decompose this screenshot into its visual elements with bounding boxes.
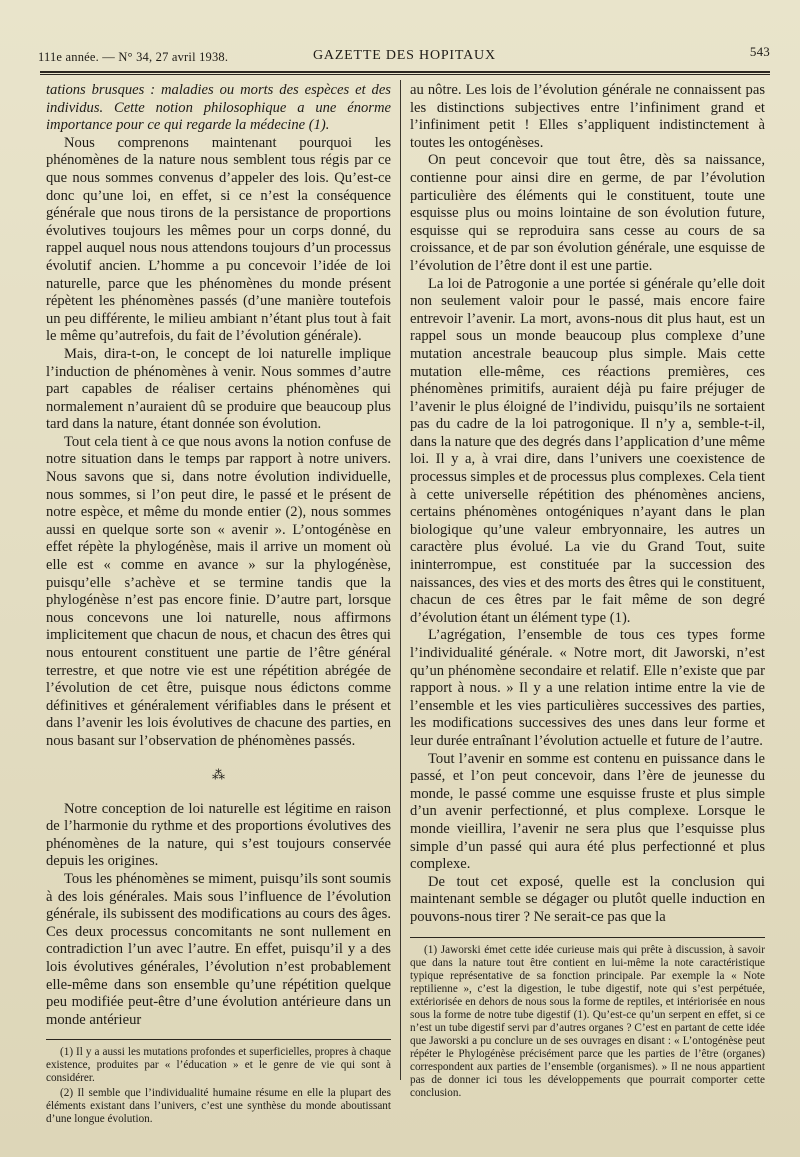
paragraph: De tout cet exposé, quelle est la conclusion qui maintenant semble se dégager ou plutôt quelle induction en pouvons-nous tirer ? Ne serait-ce pas que la xyxy=(410,873,765,925)
page-number: 543 xyxy=(749,44,770,59)
header-rule xyxy=(40,71,770,75)
footnote-rule xyxy=(410,937,765,938)
paragraph: Tous les phénomènes se miment, puisqu’ils sont soumis à des lois générales. Mais sous l’influence de l’évolution générale, ils subissent des modifications au cours des âges. Ces deux processus concomitants ne sont nullement en contradiction l’un avec l’autre. En effet, puisqu’il y a des lois évolutives générales, l’évolution n’est probablement elle-même dans son ensemble qu’une répétition quelque peu modifiée peut-être d’une évolution antérieure dans un monde antérieur xyxy=(46,870,391,1028)
paragraph: Nous comprenons maintenant pourquoi les phénomènes de la nature nous semblent tous régis par ce que nous sommes convenus d’appeler des lois. Qu’est-ce donc qu’une loi, en effet, si ce n’est la conséquence générale que nous tirons de la persistance de proportions évolutives toujours les mêmes pour un corps donné, du rappel auquel nous nous attendons toujours d’un processus évolutif ancien. L’homme a pu concevoir l’idée de loi naturelle, parce que les phénomènes du monde présent répètent les phénomènes passés (d’une manière toutefois un peu différente, le milieu ambiant n’étant plus tout à fait le même qu’autrefois, du fait de l’évolution générale). xyxy=(46,134,391,345)
paragraph: La loi de Patrogonie a une portée si générale qu’elle doit non seulement valoir pour le passé, mais encore faire entrevoir l’avenir. La mort, avons-nous dit plus haut, est un rappel sous un monde beaucoup plus complexe d’une mutation ancestrale beaucoup plus simple. Mais cette mutation elle-même, ces réactions premières, ces phénomènes primitifs, auraient déjà pu faire préjuger de l’avenir le plus éloigné de l’individu, puisqu’ils ne sortaient pas du cadre de la loi patrogonique. Il n’y a, semble-t-il, dans la nature que des degrés dans l’application d’une même loi. Il y a, à vrai dire, dans l’univers une coexistence de processus simples et de processus plus complexes. Cela tient à cette universelle répétition des phénomènes anciens, certains phénomènes ontogéniques n’ayant dans le plan biologique qu’une valeur embryonnaire, les autres un caractère plus évolué. La vie du Grand Tout, suite ininterrompue, est constituée par la succession des naissances, des vies et des morts des êtres qui le constituent, chacun de ces êtres par le fait même de son degré d’évolution étant un élément type (1). xyxy=(410,275,765,626)
paragraph: Notre conception de loi naturelle est légitime en raison de l’harmonie du rythme et des proportions évolutives des phénomènes de la nature, qui s’est toujours conservée depuis les origines. xyxy=(46,800,391,870)
paragraph: On peut concevoir que tout être, dès sa naissance, contienne pour ainsi dire en germe, de par l’évolution particulière des éléments qui le constituent, toute une esquisse plus ou moins lointaine de son évolution future, esquisse qui se reproduira sans cesse au cours de sa croissance, et de par son évolution générale, une esquisse de l’évolution de l’être dont il est une partie. xyxy=(410,152,765,274)
footnote: (1) Jaworski émet cette idée curieuse mais qui prête à discussion, à savoir que dans la nature tout être contient en lui-même la note caractéristique typique représentative de sa fonction principale. Par exemple la « Note reptilienne », c’est la digestion, le tube digestif, note qui s’est perpétuée, extériorisée en dehors de nous sous la forme de reptiles, et intériorisée en nous sous la forme de notre tube digestif (1). Qu’est-ce qu’un serpent en effet, si ce n’est un tube digestif servi par d’autres organes ? C’est en partant de cette idée que Jaworski a pu conclure un de ses ouvrages en disant : « L’ontogénèse peut répéter le Phylogénèse précisément parce que les parties de l’être (organes) correspondent aux parties de l’ensemble (organismes). » Il ne nous appartient pas de donner ici tous les développements que pourrait comporter cette conclusion. xyxy=(410,943,765,1099)
paragraph: Tout l’avenir en somme est contenu en puissance dans le passé, et l’on peut concevoir, dans l’ère de jeunesse du monde, le passé comme une esquisse fruste et plus simple d’un avenir perfectionné, et plus complexe. Lorsque le monde vieillira, l’avenir ne sera plus que l’esquisse plus simple d’un passé qui aura été plus perfectionné et plus complexe. xyxy=(410,750,765,873)
paragraph: Mais, dira-t-on, le concept de loi naturelle implique l’induction de phénomènes à venir. Nous sommes d’autre part capables de réaliser certains phénomènes qui normalement n’auraient dû se produire que beaucoup plus tard dans la nature, étant donnée son évolution. xyxy=(46,345,391,433)
column-divider xyxy=(400,80,401,1080)
issue-info: 111e année. — N° 34, 27 avril 1938. xyxy=(38,50,229,64)
footnote: (1) Il y a aussi les mutations profondes et superficielles, propres à chaque existence, produites par « l’éducation » et le genre de vie qui sont à considérer. xyxy=(46,1046,391,1085)
paragraph: Tout cela tient à ce que nous avons la notion confuse de notre situation dans le temps par rapport à notre univers. Nous savons que si, dans notre évolution individuelle, nous sommes, si l’on peut dire, le passé et le présent de notre espèce, et même du monde entier (2), nous sommes aussi en quelque sorte son « avenir ». L’ontogénèse en effet répète la phylogénèse, mais il arrive un moment où elle est « comme en avance » sur la phylogénèse, puisqu’elle s’achève et se termine tandis que la phylogénèse n’est pas encore finie. D’autre part, lorsque nous concevons une loi naturelle, nous affirmons implicitement que chacun de nous, et chacun des êtres qui nous entourent constituent une partie de l’être général terrestre, et que notre vie est une répétition abrégée de l’évolution de cet être, puisque nous édictons comme définitives et généralement vérifiables dans le présent et dans l’avenir les lois évolutives de chacune des parties, en nous basant sur l’observation de phénomènes passés. xyxy=(46,433,391,749)
publication-title: GAZETTE DES HOPITAUX xyxy=(313,48,496,63)
page-header xyxy=(38,44,770,70)
footnotes xyxy=(410,944,765,1100)
paragraph: L’agrégation, l’ensemble de tous ces types forme l’individualité générale. « Notre mort, dit Jaworski, n’est qu’un phénomène secondaire et relatif. Elle n’existe que par rapport à nous. » Il y a une relation intime entre la vie de l’ensemble et les vies particulières successives des parties, les modifications successives des unes dans leur forme et leur durée entraînant l’évolution actuelle et future de l’autre. xyxy=(410,627,765,749)
left-column xyxy=(46,82,391,1128)
paragraph: au nôtre. Les lois de l’évolution générale ne connaissent pas les distinctions subjectives entre l’infiniment grand et l’infiniment petit ! Elles s’appliquent indistinctement à toutes les ontogénèses. xyxy=(410,82,765,151)
paragraph: tations brusques : maladies ou morts des espèces et des individus. Cette notion philosophique a une énorme importance pour ce qui regarde la médecine (1). xyxy=(46,82,391,134)
right-column xyxy=(410,82,765,1102)
footnote: (2) Il semble que l’individualité humaine résume en elle la plupart des éléments existant dans l’univers, c’est une synthèse du monde aboutissant d’une longue évolution. xyxy=(46,1087,391,1126)
footnotes xyxy=(46,1046,391,1126)
footnote-rule xyxy=(46,1039,391,1040)
section-ornament: ⁂ xyxy=(212,766,225,782)
